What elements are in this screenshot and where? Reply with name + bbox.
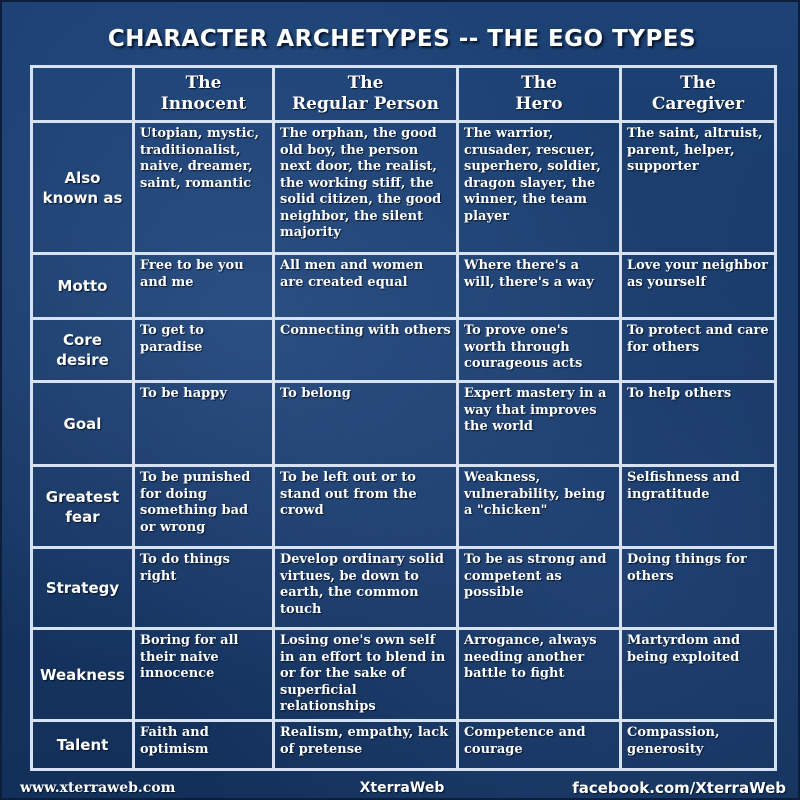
- table-cell: To be as strong and competent as possible: [458, 548, 621, 629]
- table-row: [32, 319, 776, 382]
- footer-brand: XterraWeb: [359, 780, 445, 796]
- row-header-greatest-fear: Greatest fear: [32, 466, 134, 548]
- table-row: [32, 382, 776, 466]
- table-row: [32, 122, 776, 254]
- table-cell: Weakness, vulnerability, being a "chicken": [458, 466, 621, 548]
- table-cell: Arrogance, always needing another battle to fight: [458, 629, 621, 721]
- table-cell: All men and women are created equal: [274, 254, 458, 319]
- row-header-also-known-as: Also known as: [32, 122, 134, 254]
- table-cell: To be punished for doing something bad or wrong: [134, 466, 274, 548]
- row-header-core-desire: Core desire: [32, 319, 134, 382]
- table-cell: Develop ordinary solid virtues, be down to earth, the common touch: [274, 548, 458, 629]
- column-header-hero: The Hero: [458, 67, 621, 122]
- row-header-weakness: Weakness: [32, 629, 134, 721]
- header-row: [32, 67, 776, 122]
- table-cell: To prove one's worth through courageous acts: [458, 319, 621, 382]
- table-row: [32, 466, 776, 548]
- table-cell: Martyrdom and being exploited: [621, 629, 776, 721]
- table-cell: To belong: [274, 382, 458, 466]
- column-header-innocent: The Innocent: [134, 67, 274, 122]
- corner-cell: [32, 67, 134, 122]
- table-cell: Competence and courage: [458, 721, 621, 770]
- table-cell: To do things right: [134, 548, 274, 629]
- footer: [2, 777, 800, 799]
- row-header-talent: Talent: [32, 721, 134, 770]
- table-cell: To get to paradise: [134, 319, 274, 382]
- table-row: [32, 254, 776, 319]
- table-cell: To help others: [621, 382, 776, 466]
- table-cell: Free to be you and me: [134, 254, 274, 319]
- table-row: [32, 548, 776, 629]
- poster-title: CHARACTER ARCHETYPES -- THE EGO TYPES: [107, 26, 697, 52]
- table-cell: The orphan, the good old boy, the person next door, the realist, the working stiff, the solid citizen, the good neighbor, the silent majority: [274, 122, 458, 254]
- table-cell: To be left out or to stand out from the crowd: [274, 466, 458, 548]
- table-cell: Doing things for others: [621, 548, 776, 629]
- table-cell: Boring for all their naive innocence: [134, 629, 274, 721]
- table-cell: Faith and optimism: [134, 721, 274, 770]
- table-cell: Love your neighbor as yourself: [621, 254, 776, 319]
- table-cell: The warrior, crusader, rescuer, superhero, soldier, dragon slayer, the winner, the team player: [458, 122, 621, 254]
- table-cell: Utopian, mystic, traditionalist, naive, dreamer, saint, romantic: [134, 122, 274, 254]
- column-header-regular-person: The Regular Person: [274, 67, 458, 122]
- table-row: [32, 629, 776, 721]
- table-cell: Where there's a will, there's a way: [458, 254, 621, 319]
- table-cell: Selfishness and ingratitude: [621, 466, 776, 548]
- archetype-table: [30, 65, 777, 771]
- table-cell: Losing one's own self in an effort to blend in or for the sake of superficial relationships: [274, 629, 458, 721]
- footer-website-link[interactable]: www.xterraweb.com: [20, 780, 176, 796]
- table-cell: To be happy: [134, 382, 274, 466]
- row-header-strategy: Strategy: [32, 548, 134, 629]
- table-cell: Expert mastery in a way that improves the world: [458, 382, 621, 466]
- table-cell: Compassion, generosity: [621, 721, 776, 770]
- table-cell: Realism, empathy, lack of pretense: [274, 721, 458, 770]
- table-cell: The saint, altruist, parent, helper, supporter: [621, 122, 776, 254]
- row-header-motto: Motto: [32, 254, 134, 319]
- row-header-goal: Goal: [32, 382, 134, 466]
- table-row: [32, 721, 776, 770]
- table-cell: Connecting with others: [274, 319, 458, 382]
- footer-facebook-link[interactable]: facebook.com/XterraWeb: [572, 779, 786, 797]
- table-cell: To protect and care for others: [621, 319, 776, 382]
- column-header-caregiver: The Caregiver: [621, 67, 776, 122]
